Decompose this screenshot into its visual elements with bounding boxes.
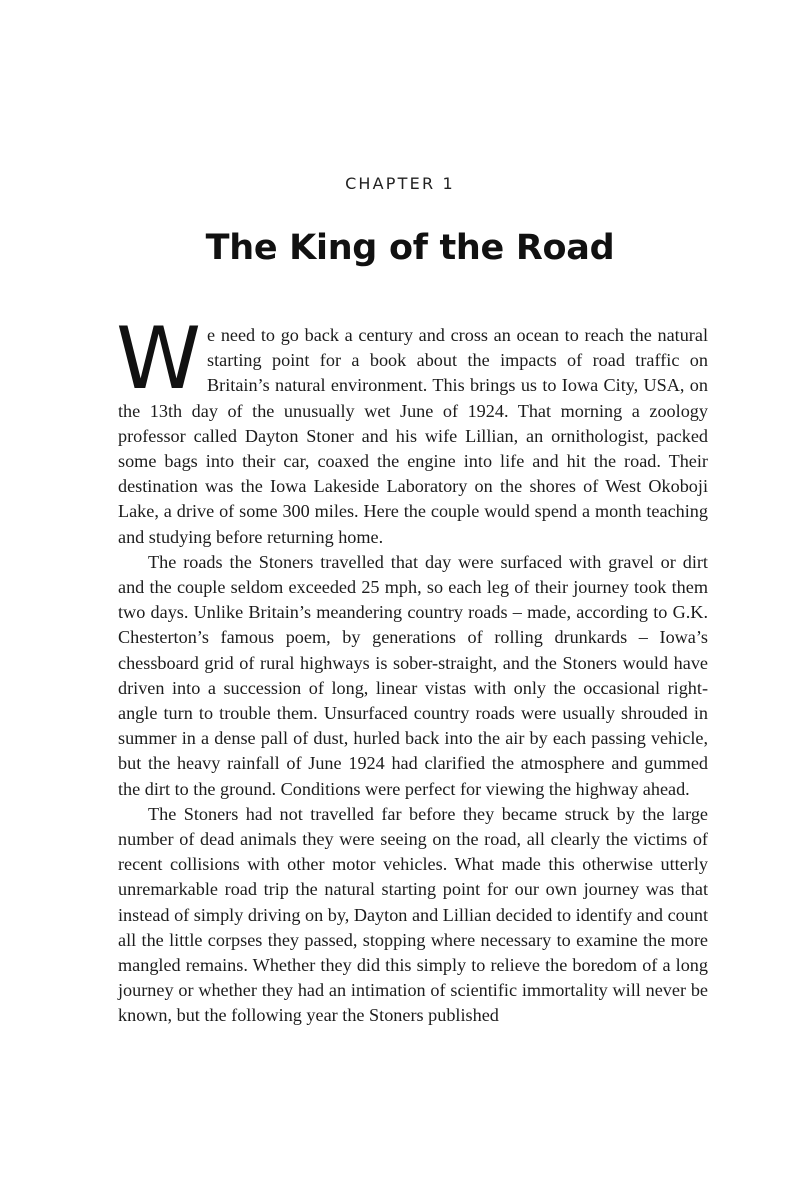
paragraph-3: The Stoners had not travelled far before they became struck by the large number of dead animals they were seeing on the road, all clearly the victims of recent collisions with other motor vehicles. What made this otherwise utterly unremarkable road trip the natural starting point for our own journey was that instead of simply driving on by, Dayton and Lillian decided to identify and count all the little corpses they passed, stopping where necessary to examine the more mangled remains. Whether they did this simply to relieve the boredom of a long journey or whether they had an intimation of scientific immortality will never be known, but the following year the Stoners published xyxy=(118,803,708,1026)
chapter-body xyxy=(116,309,708,1029)
chapter-number: CHAPTER 1 xyxy=(345,174,455,193)
paragraph-2: The roads the Stoners travelled that day were surfaced with gravel or dirt and the couple seldom exceeded 25 mph, so each leg of their journey took them two days. Unlike Britain’s meandering country roads – made, according to G.K. Chesterton’s famous poem, by generations of rolling drunkards – Iowa’s chessboard grid of rural highways is sober-straight, and the Stoners would have driven into a succession of long, linear vistas with only the occasional right-angle turn to trouble them. Unsurfaced country roads were usually shrouded in summer in a dense pall of dust, hurled back into the air by each passing vehicle, but the heavy rainfall of June 1924 had clarified the atmosphere and gummed the dirt to the ground. Conditions were perfect for viewing the highway ahead. xyxy=(118,551,708,799)
paragraph-1 xyxy=(116,309,708,550)
chapter-title: The King of the Road xyxy=(205,228,615,268)
drop-cap: W xyxy=(116,309,202,409)
paragraph-1-text: e need to go back a century and cross an ocean to reach the natural starting point for a book about the impacts of road traffic on Britain’s natural environment. This brings us to Iowa City, USA, on the 13th day of the unusually wet June of 1924. That morning a zoology professor called Dayton Stoner and his wife Lillian, an ornithologist, packed some bags into their car, coaxed the engine into life and hit the road. Their destination was the Iowa Lakeside Laboratory on the shores of West Okoboji Lake, a drive of some 300 miles. Here the couple would spend a month teaching and studying before returning home. xyxy=(118,325,708,547)
